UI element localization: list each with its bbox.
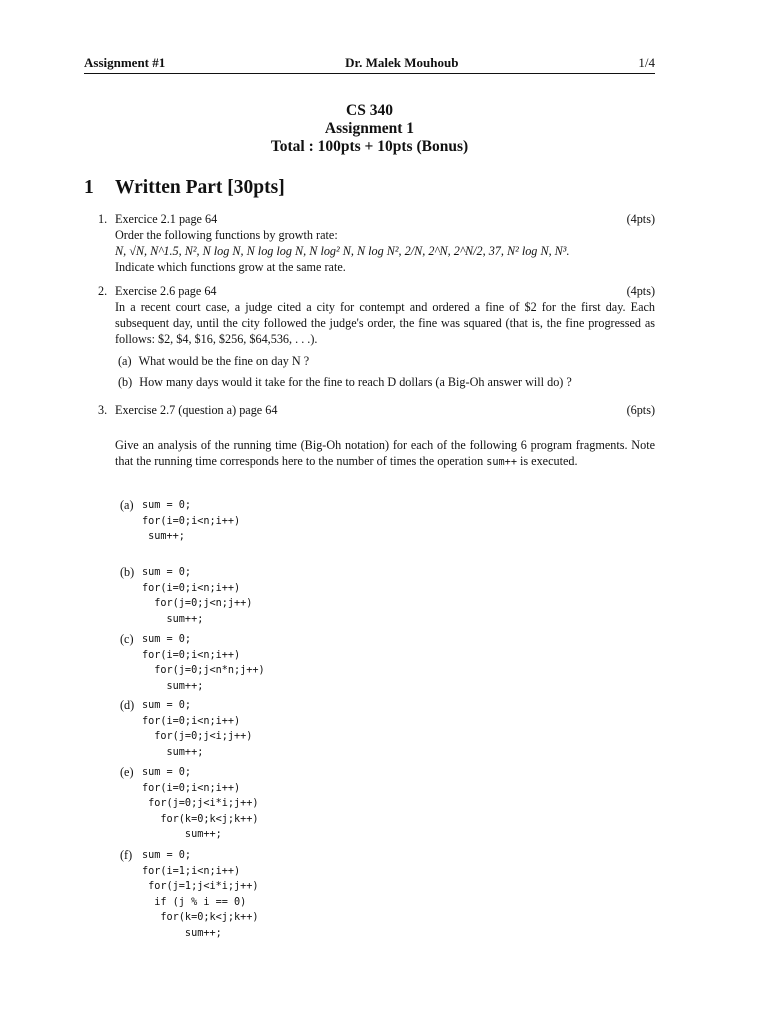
header-rule: [84, 73, 655, 74]
total-points: Total : 100pts + 10pts (Bonus): [270, 138, 469, 155]
section-title: Written Part [30pts]: [115, 177, 285, 198]
description-text: Give an analysis of the running time (Big-Oh notation) for each of the following 6 program fragments. Note that the running time corresponds here to the number of times the operation: [115, 438, 655, 468]
item-text: In a recent court case, a judge cited a city for contempt and ordered a fine of $2 for the first day. Each subsequent day, until the city followed the judge's order, the fine was squared (that is, the fine progressed as follows: $2, $4, $16, $256, $64,536, . . .).: [115, 300, 655, 346]
fragment-label: (c): [120, 632, 134, 646]
functions-list-text: N, √N, N^1.5, N², N log N, N log log N, N log² N, N log N², 2/N, 2^N, 2^N/2, 37, N² log N, N³.: [115, 244, 570, 258]
functions-list: [115, 243, 655, 259]
sub-label: (b): [118, 375, 133, 389]
sub-question-b: [118, 375, 572, 390]
header-author: Dr. Malek Mouhoub: [345, 55, 459, 70]
fragment-code: sum = 0; for(i=0;i<n;i++) for(j=0;j<i*i;j++) for(k=0;k<j;k++) sum++;: [142, 767, 259, 840]
item-points: (4pts): [626, 284, 655, 298]
section-number: 1: [84, 177, 94, 198]
fragment-code: sum = 0; for(i=1;i<n;i++) for(j=1;j<i*i;j++) if (j % i == 0) for(k=0;k<j;k++) sum++;: [142, 850, 259, 939]
fragment-label: (a): [120, 498, 134, 512]
course-title: CS 340: [346, 102, 393, 119]
header-assignment: Assignment #1: [84, 55, 166, 70]
item-number: 2.: [98, 284, 108, 298]
exercise-item-3: [98, 402, 655, 418]
sub-label: (a): [118, 354, 132, 368]
header-page-number: 1/4: [638, 55, 655, 70]
title-block: [84, 102, 655, 156]
item-line: Indicate which functions grow at the same rate.: [115, 260, 346, 274]
exercise-item-2: [98, 283, 655, 347]
fragment-label: (e): [120, 765, 134, 779]
item-3-description: [115, 438, 655, 470]
fragment-code: sum = 0; for(i=0;i<n;i++) for(j=0;j<n;j++) sum++;: [142, 567, 253, 625]
section-heading: [84, 177, 285, 199]
item-line: Order the following functions by growth rate:: [115, 228, 338, 242]
exercise-item-1: [98, 211, 655, 275]
description-text-end: is executed.: [520, 453, 578, 468]
fragment-code: sum = 0; for(i=0;i<n;i++) for(j=0;j<i;j++) sum++;: [142, 700, 253, 758]
fragment-label: (f): [120, 848, 133, 862]
item-number: 3.: [98, 403, 108, 417]
item-title: Exercise 2.6 page 64: [115, 284, 217, 298]
page-header: [84, 55, 655, 71]
fragment-label: (b): [120, 565, 135, 579]
item-title: Exercise 2.7 (question a) page 64: [115, 403, 278, 417]
item-points: (6pts): [626, 403, 655, 417]
fragment-label: (d): [120, 698, 135, 712]
item-number: 1.: [98, 212, 108, 226]
item-title: Exercice 2.1 page 64: [115, 212, 218, 226]
sub-text: What would be the fine on day N ?: [138, 354, 310, 368]
operation-code: sum++: [486, 456, 517, 468]
assignment-title: Assignment 1: [324, 120, 415, 137]
sub-text: How many days would it take for the fine to reach D dollars (a Big-Oh answer will do) ?: [139, 375, 572, 389]
fragment-code: sum = 0; for(i=0;i<n;i++) for(j=0;j<n*n;j++) sum++;: [142, 634, 265, 692]
fragment-code: sum = 0; for(i=0;i<n;i++) sum++;: [142, 500, 241, 542]
item-points: (4pts): [626, 212, 655, 226]
sub-question-a: [118, 354, 309, 369]
